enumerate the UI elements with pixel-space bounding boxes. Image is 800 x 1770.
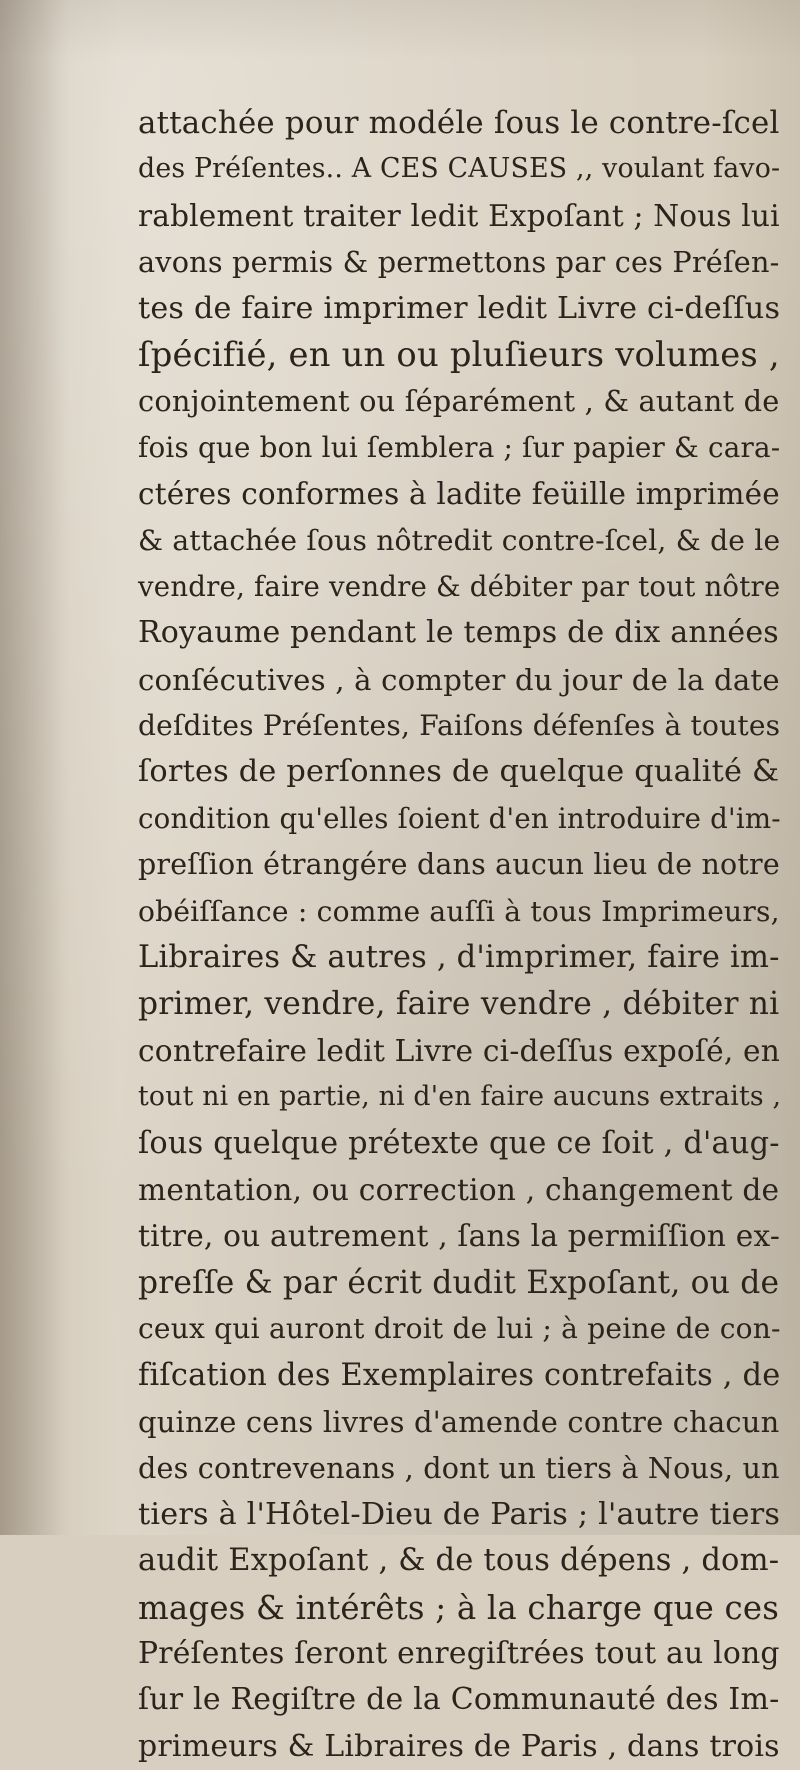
page-gutter-shadow xyxy=(0,0,70,1535)
text-line: primer, vendre, faire vendre , débiter ni xyxy=(138,986,780,1023)
text-line: audit Expoſant , & de tous dépens , dom- xyxy=(138,1543,780,1579)
text-line: ctéres conformes à ladite feüille imprimée xyxy=(138,477,780,512)
text-line: des contrevenans , dont un tiers à Nous, un xyxy=(138,1451,780,1486)
text-line: condition qu'elles ſoient d'en introduire d'im- xyxy=(138,801,781,835)
text-line: des Préſentes.. A CES CAUSES ,, voulant favo- xyxy=(138,153,781,185)
text-line: rablement traiter ledit Expoſant ; Nous lui xyxy=(138,198,780,233)
text-line: deſdites Préſentes, Faiſons défenſes à toutes xyxy=(138,709,781,743)
text-line: ceux qui auront droit de lui ; à peine de con- xyxy=(138,1312,781,1346)
body-text xyxy=(138,100,782,1770)
text-line: Préſentes ſeront enregiſtrées tout au long xyxy=(138,1635,780,1671)
text-line: ſur le Regiſtre de la Communauté des Im- xyxy=(138,1682,780,1718)
text-line: mentation, ou correction , changement de xyxy=(138,1171,780,1207)
text-line: Royaume pendant le temps de dix années xyxy=(138,615,779,651)
text-line: tiers à l'Hôtel-Dieu de Paris ; l'autre tiers xyxy=(138,1496,781,1532)
text-line: avons permis & permettons par ces Préſen- xyxy=(138,245,780,280)
text-line: fois que bon lui ſemblera ; ſur papier & cara- xyxy=(138,430,781,464)
text-line: ſortes de perſonnes de quelque qualité & xyxy=(138,754,780,790)
text-line: titre, ou autrement , ſans la permiſſion ex- xyxy=(138,1219,781,1254)
text-line: obéiſſance : comme auſſi à tous Imprimeurs, xyxy=(138,894,780,928)
text-line: contrefaire ledit Livre ci-deſſus expoſé, en xyxy=(138,1032,781,1068)
text-line: ſous quelque prétexte que ce ſoit , d'aug- xyxy=(138,1125,780,1161)
text-line: conjointement ou ſéparément , & autant de xyxy=(138,384,780,419)
text-line: & attachée ſous nôtredit contre-ſcel, & de le xyxy=(138,523,781,557)
text-line: ſpécifié, en un ou pluſieurs volumes , xyxy=(138,334,780,374)
text-line: tes de faire imprimer ledit Livre ci-deſſus xyxy=(138,290,781,326)
text-line: conſécutives , à compter du jour de la date xyxy=(138,662,780,697)
text-line: preſſion étrangére dans aucun lieu de notre xyxy=(138,848,780,882)
text-line: mages & intérêts ; à la charge que ces xyxy=(138,1588,780,1627)
text-line: preſſe & par écrit dudit Expoſant, ou de xyxy=(138,1264,780,1301)
text-line: fiſcation des Exemplaires contrefaits , de xyxy=(138,1357,781,1393)
text-line: quinze cens livres d'amende contre chacun xyxy=(138,1404,780,1439)
text-line: primeurs & Libraires de Paris , dans trois xyxy=(138,1728,780,1764)
text-line: vendre, faire vendre & débiter par tout nôtre xyxy=(138,569,781,603)
text-line: attachée pour modéle ſous le contre-ſcel xyxy=(138,105,780,141)
page-top-edge xyxy=(0,0,800,60)
text-line: Libraires & autres , d'imprimer, faire im- xyxy=(138,940,780,976)
text-line: tout ni en partie, ni d'en faire aucuns extraits , xyxy=(138,1081,782,1113)
